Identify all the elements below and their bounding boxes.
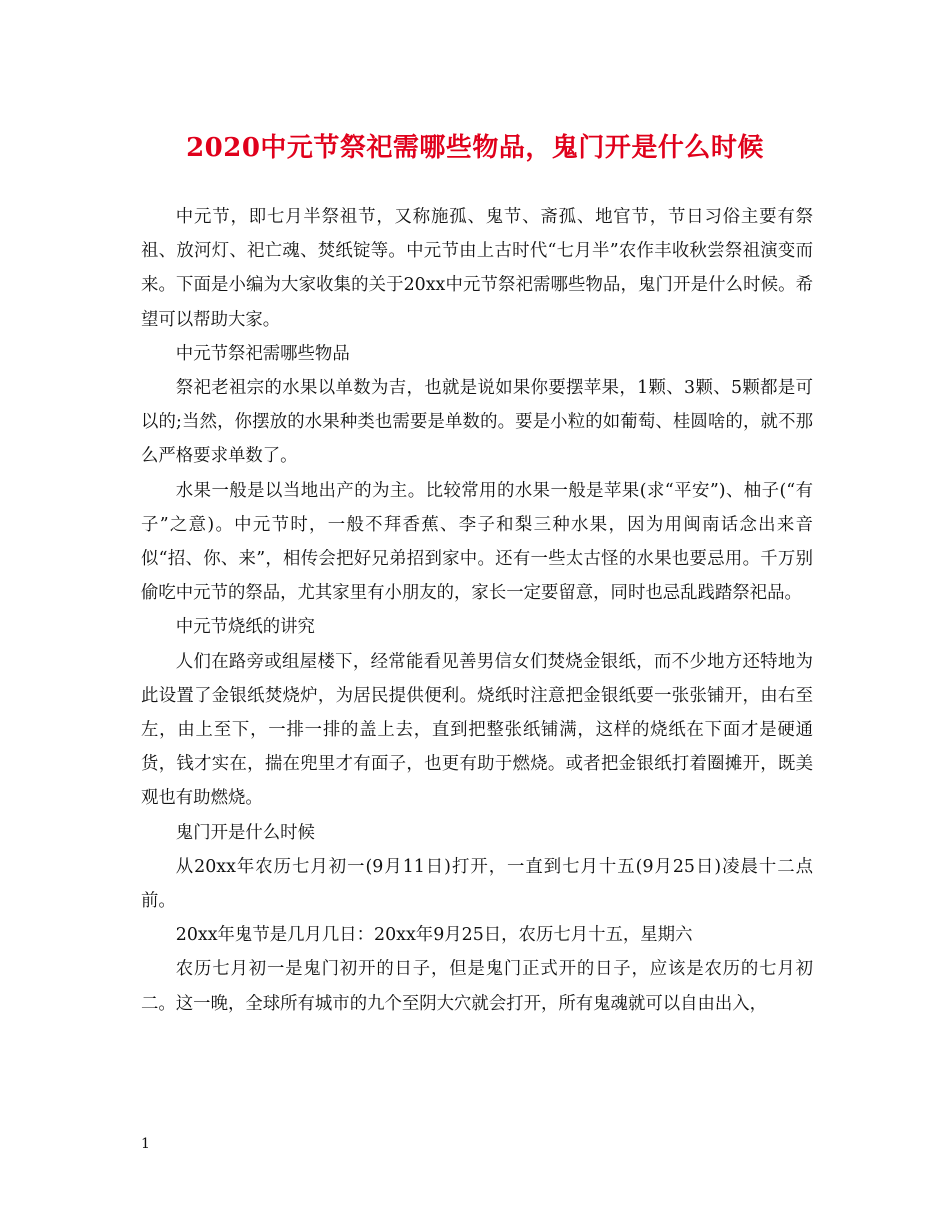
- section-heading-burning-paper: 中元节烧纸的讲究: [175, 617, 315, 638]
- paragraph-ghost-gate-opening: 农历七月初一是鬼门初开的日子，但是鬼门正式开的日子，应该是农历的七月初二。这一晚，全球所有城市的九个至阴大穴就会打开，所有鬼魂就可以自由出入，: [141, 959, 813, 1014]
- page-number: 1: [141, 1136, 150, 1152]
- document-body: [141, 200, 813, 1021]
- document-title: 2020中元节祭祀需哪些物品，鬼门开是什么时候: [186, 133, 764, 163]
- section-heading-offerings: 中元节祭祀需哪些物品: [175, 343, 350, 364]
- paragraph-ghost-gate-dates: 从20xx年农历七月初一(9月11日)打开，一直到七月十五(9月25日)凌晨十二点前。: [141, 856, 813, 912]
- paragraph-fruit-local: 水果一般是以当地出产的为主。比较常用的水果一般是苹果(求“平安”)、柚子(“有子”之意)。中元节时，一般不拜香蕉、李子和梨三种水果，因为用闽南话念出来音似“招、你、来”，相传会把好兄弟招到家中。还有一些太古怪的水果也要忌用。千万别偷吃中元节的祭品，尤其家里有小朋友的，家长一定要留意，同时也忌乱践踏祭祀品。: [141, 480, 813, 604]
- paragraph-intro: 中元节，即七月半祭祖节，又称施孤、鬼节、斋孤、地官节，节日习俗主要有祭祖、放河灯、祀亡魂、焚纸锭等。中元节由上古时代“七月半”农作丰收秋尝祭祖演变而来。下面是小编为大家收集的关于20xx中元节祭祀需哪些物品，鬼门开是什么时候。希望可以帮助大家。: [141, 207, 813, 330]
- paragraph-burning-paper: 人们在路旁或组屋楼下，经常能看见善男信女们焚烧金银纸，而不少地方还特地为此设置了金银纸焚烧炉，为居民提供便利。烧纸时注意把金银纸要一张张铺开，由右至左，由上至下，一排一排的盖上去，直到把整张纸铺满，这样的烧纸在下面才是硬通货，钱才实在，揣在兜里才有面子，也更有助于燃烧。或者把金银纸打着圈摊开，既美观也有助燃烧。: [141, 651, 813, 809]
- section-heading-ghost-gate: 鬼门开是什么时候: [175, 822, 315, 843]
- paragraph-fruit-odd-numbers: 祭祀老祖宗的水果以单数为吉，也就是说如果你要摆苹果，1颗、3颗、5颗都是可以的;当然，你摆放的水果种类也需要是单数的。要是小粒的如葡萄、桂圆啥的，就不那么严格要求单数了。: [141, 378, 813, 467]
- paragraph-ghost-festival-date: 20xx年鬼节是几月几日：20xx年9月25日，农历七月十五，星期六: [175, 925, 693, 946]
